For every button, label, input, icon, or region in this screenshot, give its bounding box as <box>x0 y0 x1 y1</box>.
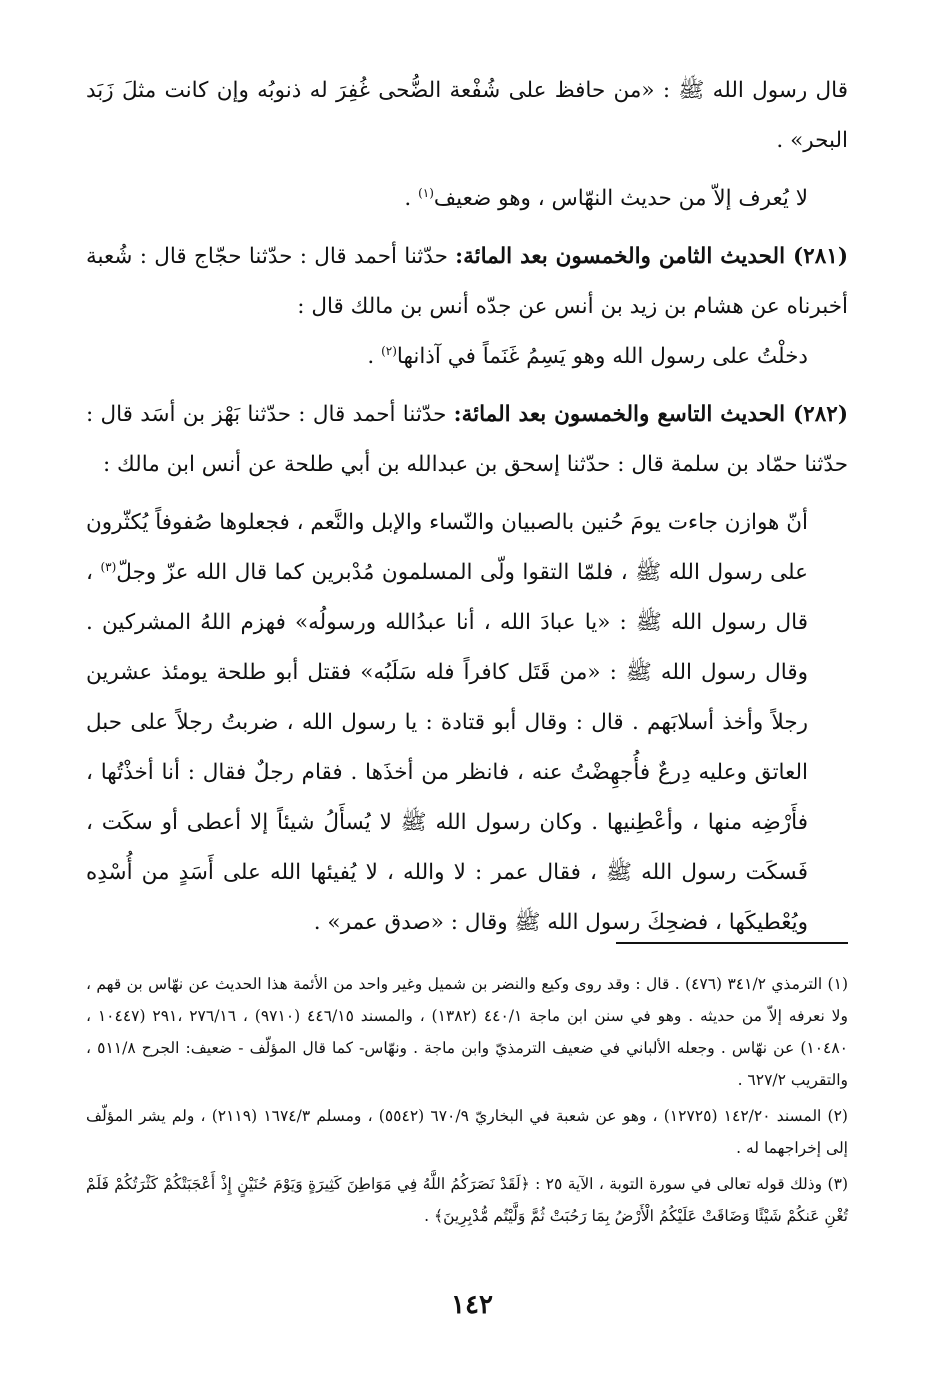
paragraph-grading <box>86 174 848 224</box>
main-text <box>86 66 848 948</box>
hadith-281-chain: حدّثنا أحمد قال : حدّثنا حجّاج قال : شُعبة أخبرناه عن هشام بن زيد بن أنس عن جدّه أنس بن مالك قال : <box>86 244 848 319</box>
footnote-2: (٢) المسند ١٤٢/٢٠ (١٢٧٢٥) ، وهو عن شعبة في البخاريّ ٦٧٠/٩ (٥٥٤٢) ، ومسلم ١٦٧٤/٣ (٢١١٩) ، ولم يشر المؤلّف إلى إخراجهما له . <box>86 1107 848 1157</box>
hadith-282-matn-b: ، قال رسول الله ﷺ : «يا عبادَ الله ، أنا عبدُالله ورسولُه» فهزم اللهُ المشركين . وقال رسول الله ﷺ : «من قَتَل كافراً فله سَلَبُه» فقتل أبو طلحة يومئذ عشرين رجلاً وأخذ أسلابَهم . قال : وقال أبو قتادة : يا رسول الله ، ضربتُ رجلاً على حبل العاتق وعليه دِرعٌ فأُجهِضْتُ عنه ، فانظر من أخذَها . فقام رجلٌ فقال : أنا أخذْتُها ، فأَرْضِه منها ، وأعْطِنيها . وكان رسول الله ﷺ لا يُسأَلُ شيئاً إلا أعطى أو سكَت ، فَسكَت رسول الله ﷺ ، فقال عمر : لا والله ، لا يُفيئها الله على أَسَدٍ من أُسْدِه ويُعْطيكَها ، فضحِكَ رسول الله ﷺ وقال : «صدق عمر» . <box>86 560 808 935</box>
grading-end: . <box>404 186 419 211</box>
grading-text: لا يُعرف إلاّ من حديث النهّاس ، وهو ضعيف <box>433 186 808 211</box>
hadith-282-matn <box>86 498 848 948</box>
footnote-3: (٣) وذلك قوله تعالى في سورة التوبة ، الآية ٢٥ : ﴿لَقَدْ نَصَرَكُمُ اللَّهُ فِي مَوَاطِنَ كَثِيرَةٍ وَيَوْمَ حُنَيْنٍ إِذْ أَعْجَبَتْكُمْ كَثْرَتُكُمْ فَلَمْ تُغْنِ عَنكُمْ شَيْئًا وَضَاقَتْ عَلَيْكُمُ الْأَرْضُ بِمَا رَحُبَتْ ثُمَّ وَلَّيْتُم مُّدْبِرِينَ﴾ . <box>86 1175 848 1225</box>
footnote-ref-1[interactable]: (١) <box>418 185 434 200</box>
hadith-282-matn-a: أنّ هوازن جاءت يومَ حُنين بالصبيان والنّساء والإبل والنَّعم ، فجعلوها صُفوفاً يُكثّرون على رسول الله ﷺ ، فلمّا التقوا ولّى المسلمون مُدْبرين كما قال الله عزّ وجلّ <box>86 510 808 585</box>
hadith-282-isnad <box>86 390 848 490</box>
hadith-282-title: (٢٨٢) الحديث التاسع والخمسون بعد المائة: <box>453 402 848 427</box>
hadith-281-matn <box>86 332 848 382</box>
hadith-282-chain: حدّثنا أحمد قال : حدّثنا بَهْز بن أسَد قال : حدّثنا حمّاد بن سلمة قال : حدّثنا إسحق بن عبدالله بن أبي طلحة عن أنس ابن مالك : <box>86 402 848 477</box>
page-number: ١٤٢ <box>451 1290 493 1320</box>
hadith-281-isnad <box>86 232 848 332</box>
hadith-281-title: (٢٨١) الحديث الثامن والخمسون بعد المائة: <box>455 244 848 269</box>
footnote-ref-3[interactable]: (٣) <box>100 559 117 574</box>
footnote-ref-2[interactable]: (٢) <box>381 343 397 358</box>
hadith-281-matn-text: دخلْتُ على رسول الله وهو يَسِمُ غَنَماً في آذانها <box>396 344 808 369</box>
footnotes <box>86 968 848 1236</box>
hadith-281-matn-end: . <box>367 344 382 369</box>
footnote-divider <box>616 942 848 944</box>
paragraph-hadith-text: قال رسول الله ﷺ : «من حافظ على شُفْعة الضُّحى غُفِرَ له ذنوبُه وإن كانت مثلَ زَبَد البحر» . <box>86 78 848 153</box>
footnote-1: (١) الترمذي ٣٤١/٢ (٤٧٦) . قال : وقد روى وكيع والنضر بن شميل وغير واحد من الأئمة هذا الحديث عن نهّاس بن قهم ، ولا نعرفه إلاّ من حديثه . وهو في سنن ابن ماجة ٤٤٠/١ (١٣٨٢) ، والمسند ٤٤٦/١٥ (٩٧١٠) ، ٢٧٦/١٦ ،٢٩١ (١٠٤٤٧ ، ١٠٤٨٠) عن نهّاس . وجعله الألباني في ضعيف الترمذيّ وابن ماجة . ونهّاس- كما قال المؤلّف - ضعيف: الجرح ٥١١/٨ ، والتقريب ٦٢٧/٢ . <box>86 975 849 1089</box>
